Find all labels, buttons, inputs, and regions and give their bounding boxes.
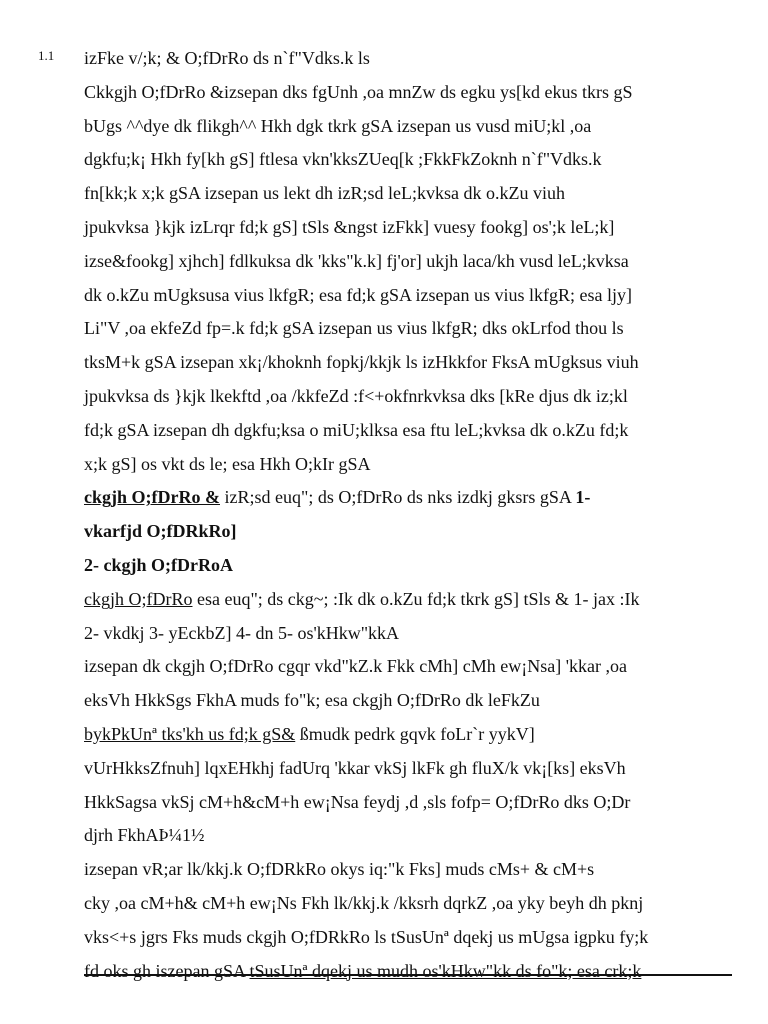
paragraph-line: izse&fookg] xjhch] fdlkuksa dk 'kks"k.k] fj'or] ukjh laca/kh vusd leL;kvksa xyxy=(84,250,629,271)
underlined-text: tSusUnª dqekj us mudh os'kHkw"kk ds fo"k; esa crk;k xyxy=(249,960,642,981)
term-underlined: ckgjh O;fDrRo & xyxy=(84,487,220,508)
paragraph-text: fd oks gh iszepan gSA xyxy=(84,960,250,981)
paragraph-line: eksVh HkkSgs FkhA muds fo"k; esa ckgjh O;fDrRo dk leFkZu xyxy=(84,690,540,711)
paragraph-line: jpukvksa ds }kjk lkekftd ,oa /kkfeZd :f<+okfnrkvksa dks [kRe djus dk iz;kl xyxy=(84,385,628,406)
list-marker-1: 1- xyxy=(575,487,591,508)
chapter-heading-line: izFke v/;k; & O;fDrRo ds n`f"Vdks.k ls xyxy=(84,48,370,68)
paragraph-line: x;k gS] os vkt ds le; esa Hkh O;kIr gSA xyxy=(84,453,371,474)
paragraph-line xyxy=(84,955,744,989)
paragraph-text: esa euq"; ds ckg~; :Ik dk o.kZu fd;k tkrk gS] tSls & 1- jax :Ik xyxy=(192,588,640,609)
paragraph-line: cky ,oa cM+h& cM+h ew¡Ns Fkh lk/kkj.k /kksrh dqrkZ ,oa yky beyh dh pknj xyxy=(84,892,644,913)
definition-text: izR;sd euq"; ds O;fDrRo ds nks izdkj gksrs gSA xyxy=(219,487,576,508)
paragraph-line: izsepan vR;ar lk/kkj.k O;fDRkRo okys iq:"k Fks] muds cMs+ & cM+s xyxy=(84,859,595,880)
quote-text: ßmudk pedrk gqvk foLr`r yykV] xyxy=(295,723,535,744)
paragraph-line: dgkfu;k¡ Hkh fy[kh gS] ftlesa vkn'kksZUeq[k ;FkkFkZoknh n`f"Vdks.k xyxy=(84,149,602,170)
quote-line: djrh FkhAÞ¼1½ xyxy=(84,825,205,846)
paragraph-line: fd;k gSA izsepan dh dgkfu;ksa o miU;klksa esa ftu leL;kvksa dk o.kZu fd;k xyxy=(84,419,629,440)
quote-intro-line xyxy=(84,718,744,752)
paragraph-line: jpukvksa }kjk izLrqr fd;k gS] tSls &ngst izFkk] vuesy fookg] os';k leL;k] xyxy=(84,216,615,237)
paragraph-line: Li"V ,oa ekfeZd fp=.k fd;k gSA izsepan us vius lkfgR; dks okLrfod thou ls xyxy=(84,318,624,339)
bottom-rule xyxy=(84,974,732,976)
paragraph-line: dk o.kZu mUgksusa vius lkfgR; esa fd;k gSA izsepan us vius lkfgR; esa ljy] xyxy=(84,284,632,305)
subheading-line: vkarfjd O;fDRkRo] xyxy=(84,521,237,542)
paragraph-line xyxy=(84,583,744,617)
paragraph-line: tksM+k gSA izsepan xk¡/khoknh fopkj/kkjk ls izHkkfor FksA mUgksus viuh xyxy=(84,352,639,373)
subheading-line: 2- ckgjh O;fDrRoA xyxy=(84,554,233,575)
term-underlined: ckgjh O;fDrRo xyxy=(84,588,193,609)
definition-line xyxy=(84,481,744,515)
paragraph-line: izsepan dk ckgjh O;fDrRo cgqr vkd"kZ.k Fkk cMh] cMh ew¡Nsa] 'kkar ,oa xyxy=(84,656,627,677)
paragraph-line: 2- vkdkj 3- yEckbZ] 4- dn 5- os'kHkw"kkA xyxy=(84,622,400,643)
quote-attribution-underlined: bykPkUnª tks'kh us fd;k gS& xyxy=(84,723,296,744)
paragraph-line: Ckkgjh O;fDrRo &izsepan dks fgUnh ,oa mnZw ds egku ys[kd ekus tkrs gS xyxy=(84,81,633,102)
paragraph-line: vks<+s jgrs Fks muds ckgjh O;fDRkRo ls tSusUnª dqekj us mUgsa igpku fy;k xyxy=(84,926,649,947)
paragraph-line: bUgs ^^dye dk flikgh^^ Hkh dgk tkrk gSA izsepan us vusd miU;kl ,oa xyxy=(84,115,592,136)
paragraph-line: fn[kk;k x;k gSA izsepan us lekt dh izR;sd leL;kvksa dk o.kZu viuh xyxy=(84,183,565,204)
quote-line: vUrHkksZfnuh] lqxEHkhj fadUrq 'kkar vkSj lkFk gh fluX/k vk¡[ks] eksVh xyxy=(84,757,626,778)
quote-line: HkkSagsa vkSj cM+h&cM+h ew¡Nsa feydj ,d ,sls fofp= O;fDrRo dks O;Dr xyxy=(84,791,631,812)
section-number: 1.1 xyxy=(38,48,55,63)
document-body xyxy=(84,42,744,988)
